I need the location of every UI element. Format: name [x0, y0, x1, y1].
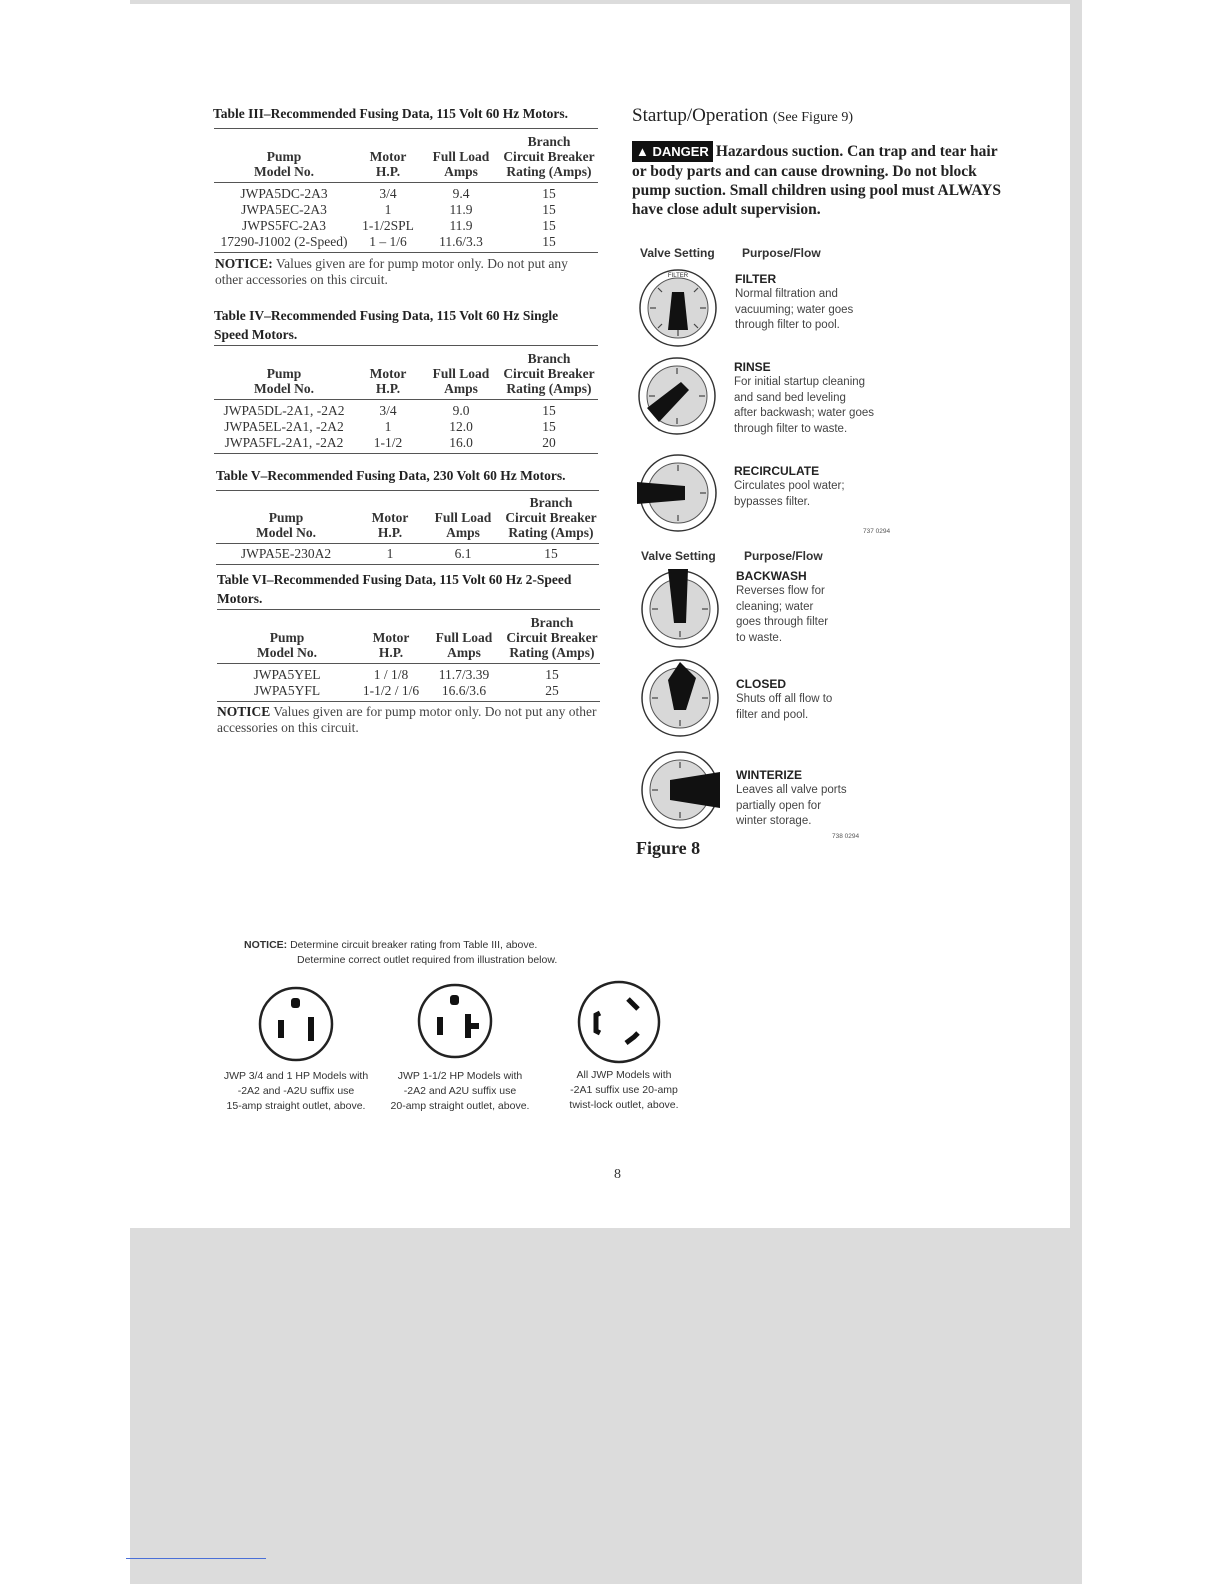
table-header: Pump Model No. Motor H.P. Full Load Amps Branch Circuit Breaker Rating (Amps)	[214, 129, 598, 183]
valve-setting-header: Valve Setting	[640, 246, 715, 260]
20-amp-twist-lock-outlet-icon	[576, 979, 662, 1065]
startup-heading: Startup/Operation (See Figure 9)	[632, 105, 853, 126]
table-row: 17290-J1002 (2-Speed) 1 – 1/6 11.6/3.3 15	[220, 234, 556, 249]
table-row: JWPA5E-230A2 1 6.1 15	[240, 546, 558, 561]
rinse-valve-dial-icon	[637, 356, 717, 436]
outlet-caption-twist-lock: All JWP Models with -2A1 suffix use 20-amp twist-lock outlet, above.	[569, 1069, 679, 1111]
outlet-caption-15-amp: JWP 3/4 and 1 HP Models with -2A2 and -A2U suffix use 15-amp straight outlet, above.	[223, 1070, 369, 1112]
valve-name-rinse: RINSE	[734, 360, 771, 374]
table-row: JWPA5FL-2A1, -2A2 1-1/2 16.0 20	[224, 435, 556, 450]
closed-valve-dial-icon	[640, 658, 720, 738]
purpose-flow-header: Purpose/Flow	[742, 246, 821, 260]
table-row: JWPS5FC-2A3 1-1/2SPL 11.9 15	[241, 218, 556, 233]
purpose-flow-header: Purpose/Flow	[744, 549, 823, 563]
danger-warning: ▲ DANGER Hazardous suction. Can trap and tear hair or body parts and can cause drowning. Do not block pump suction. Small children using pool must ALWAYS have close adult supervision.	[632, 143, 1001, 218]
figure-code: 738 0294	[832, 833, 860, 840]
table-iv-title: Table IV–Recommended Fusing Data, 115 Volt 60 Hz Single Speed Motors.	[214, 308, 559, 342]
valve-desc-rinse: For initial startup cleaning and sand bed leveling after backwash; water goes through filter to waste.	[734, 376, 874, 435]
table-v	[216, 490, 599, 565]
valve-name-filter: FILTER	[735, 272, 777, 286]
winterize-valve-dial-icon	[640, 750, 722, 830]
page-number: 8	[614, 1167, 621, 1182]
table-row: JWPA5YEL 1 / 1/8 11.7/3.39 15	[253, 667, 559, 682]
15-amp-straight-outlet-icon	[256, 984, 336, 1064]
table-row: JWPA5YFL 1-1/2 / 1/6 16.6/3.6 25	[253, 683, 559, 698]
valve-desc-filter: Normal filtration and vacuuming; water goes through filter to pool.	[735, 288, 854, 331]
table-vi-notice: NOTICE Values given are for pump motor only. Do not put any other accessories on this circuit.	[217, 704, 597, 735]
backwash-valve-dial-icon	[640, 567, 720, 649]
outlet-notice: NOTICE: Determine circuit breaker rating from Table III, above. Determine correct outlet required from illustration below.	[244, 939, 558, 966]
valve-desc-backwash: Reverses flow for cleaning; water goes through filter to waste.	[736, 585, 829, 644]
table-header: Pump Model No. Motor H.P. Full Load Amps Branch Circuit Breaker Rating (Amps)	[216, 491, 599, 544]
outlet-caption-20-amp: JWP 1-1/2 HP Models with -2A2 and A2U suffix use 20-amp straight outlet, above.	[390, 1070, 530, 1112]
valve-desc-recirculate: Circulates pool water; bypasses filter.	[734, 480, 845, 508]
footer-rule	[126, 1558, 266, 1559]
danger-badge: ▲ DANGER	[632, 141, 713, 162]
valve-setting-header: Valve Setting	[641, 549, 716, 563]
table-iii-notice: NOTICE: Values given are for pump motor only. Do not put any other accessories on this circuit.	[215, 256, 568, 287]
table-row: JWPA5DC-2A3 3/4 9.4 15	[240, 186, 556, 201]
table-iii	[214, 128, 598, 253]
svg-text:FILTER: FILTER	[667, 273, 689, 279]
figure-label: Figure 8	[636, 838, 701, 858]
table-header: Pump Model No. Motor H.P. Full Load Amps Branch Circuit Breaker Rating (Amps)	[214, 346, 598, 400]
filter-valve-dial-icon	[638, 268, 718, 348]
valve-name-closed: CLOSED	[736, 677, 787, 691]
table-v-title: Table V–Recommended Fusing Data, 230 Volt 60 Hz Motors.	[216, 468, 566, 483]
table-vi	[217, 609, 600, 702]
table-row: JWPA5EL-2A1, -2A2 1 12.0 15	[224, 419, 556, 434]
table-header: Pump Model No. Motor H.P. Full Load Amps Branch Circuit Breaker Rating (Amps)	[217, 610, 600, 664]
valve-desc-winterize: Leaves all valve ports partially open for winter storage.	[736, 784, 847, 827]
table-iv	[214, 345, 598, 454]
valve-name-recirculate: RECIRCULATE	[734, 464, 820, 478]
valve-name-winterize: WINTERIZE	[736, 768, 802, 782]
valve-name-backwash: BACKWASH	[736, 569, 807, 583]
table-iii-title: Table III–Recommended Fusing Data, 115 Volt 60 Hz Motors.	[213, 106, 569, 121]
figure-code: 737 0294	[863, 528, 891, 535]
table-row: JWPA5DL-2A1, -2A2 3/4 9.0 15	[223, 403, 556, 418]
table-row: JWPA5EC-2A3 1 11.9 15	[241, 202, 556, 217]
table-vi-title: Table VI–Recommended Fusing Data, 115 Volt 60 Hz 2-Speed Motors.	[217, 572, 572, 606]
recirculate-valve-dial-icon	[635, 452, 717, 534]
document-page	[130, 4, 1070, 1228]
valve-desc-closed: Shuts off all flow to filter and pool.	[736, 693, 833, 721]
20-amp-straight-outlet-icon	[415, 981, 495, 1061]
